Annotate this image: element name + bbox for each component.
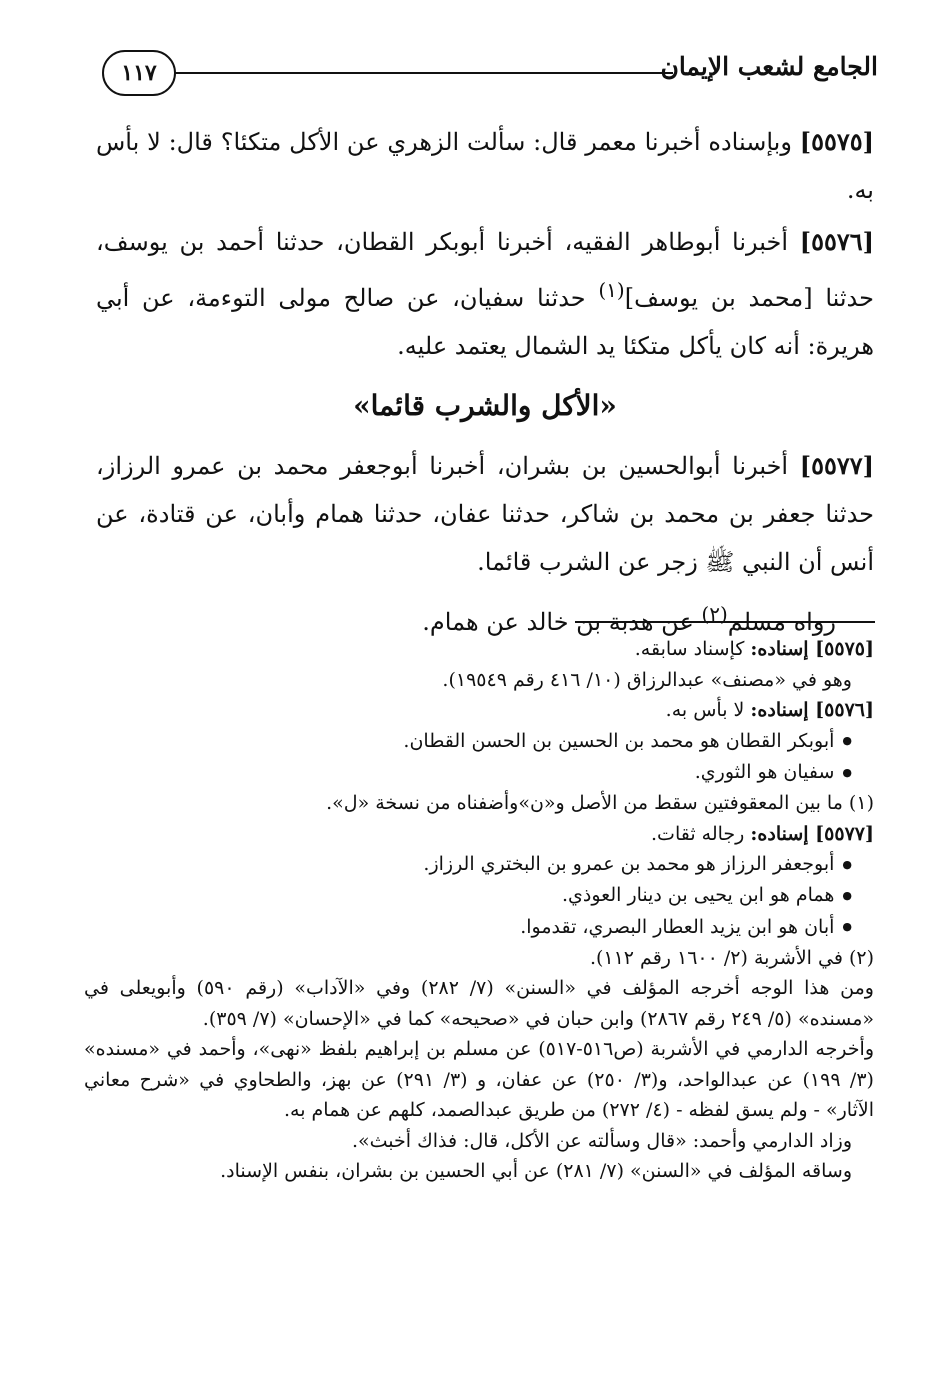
hadith-5576 — [96, 218, 874, 370]
main-text — [96, 118, 874, 650]
footnote-ref: (١) — [598, 278, 625, 302]
hadith-text: أخبرنا أبوطاهر الفقيه، أخبرنا أبوبكر القطان، حدثنا أحمد بن يوسف، حدثنا [محمد بن يوسف] — [96, 228, 874, 312]
footnote-1: (١) ما بين المعقوفتين سقط من الأصل و«ن»وأضفناه من نسخة «ل». — [326, 792, 874, 814]
note-bullet: ● أبوبكر القطان هو محمد بن الحسين بن الحسن القطان. — [84, 726, 874, 757]
hadith-number: [٥٥٧٥] — [799, 127, 874, 156]
section-heading: «الأكل والشرب قائما» — [353, 389, 617, 422]
hadith-text-cont: حدثنا سفيان، عن صالح مولى التوءمة، عن أبي هريرة: أنه كان يأكل متكئا يد الشمال يعتمد عليه. — [96, 284, 874, 360]
note-text: كإسناد سابقه. — [634, 638, 751, 660]
hadith-text: أخبرنا أبوالحسين بن بشران، أخبرنا أبوجعفر محمد بن عمرو الرزاز، حدثنا جعفر بن محمد بن شاكر، حدثنا عفان، حدثنا همام وأبان، عن قتادة، عن أنس أن النبي ﷺ زجر عن الشرب قائما. — [96, 452, 874, 576]
note-5575-source: وهو في «مصنف» عبدالرزاق (١٠/ ٤١٦ رقم ١٩٥٤٩). — [442, 668, 852, 691]
page-header — [100, 44, 878, 104]
note-bullet: ● أبان هو ابن يزيد العطار البصري، تقدموا. — [84, 912, 874, 943]
note-label: [٥٥٧٧] إسناده: — [750, 822, 874, 845]
narration-text-cont: عن هدبة بن خالد عن همام. — [422, 608, 702, 636]
footnotes — [84, 634, 874, 1187]
note-text: رجاله ثقات. — [651, 822, 751, 845]
footnote-2-para: ومن هذا الوجه أخرجه المؤلف في «السنن» (٧/ ٢٨٢) وفي «الآداب» (رقم ٥٩٠) وأبويعلى في «مسنده» (٥/ ٢٤٩ رقم ٢٨٦٧) وابن حبان في «صحيحه» كما في «الإحسان» (٧/ ٣٥٩). — [84, 977, 874, 1030]
footnote-rule — [575, 621, 875, 623]
footnote-ref: (٢) — [701, 602, 728, 626]
footnote-2: (٢) في الأشربة (٢/ ١٦٠٠ رقم ١١٢). — [589, 946, 874, 969]
page-number: ١١٧ — [102, 50, 176, 96]
note-label: [٥٥٧٦] إسناده: — [750, 699, 874, 721]
hadith-number: [٥٥٧٧] — [799, 451, 874, 480]
header-rule — [175, 72, 673, 74]
footnote-2-para: وساقه المؤلف في «السنن» (٧/ ٢٨١) عن أبي الحسين بن بشران، بنفس الإسناد. — [220, 1160, 852, 1183]
running-title: الجامع لشعب الإيمان — [660, 52, 878, 81]
hadith-number: [٥٥٧٦] — [799, 227, 874, 256]
note-5575 — [84, 634, 874, 665]
note-text: لا بأس به. — [665, 699, 751, 721]
hadith-5575 — [96, 118, 874, 214]
hadith-5577 — [96, 442, 874, 586]
note-5576 — [84, 695, 874, 726]
note-5577 — [84, 819, 874, 850]
note-label: [٥٥٧٥] إسناده: — [750, 638, 874, 660]
narration-text: رواه مسلم — [727, 608, 836, 636]
note-bullet: ● أبوجعفر الرزاز هو محمد بن عمرو بن البختري الرزاز. — [84, 849, 874, 880]
footnote-2-para: وزاد الدارمي وأحمد: «قال وسألته عن الأكل، قال: فذاك أخبث». — [351, 1129, 852, 1152]
hadith-text: وبإسناده أخبرنا معمر قال: سألت الزهري عن الأكل متكئا؟ قال: لا بأس به. — [96, 128, 874, 204]
footnote-2-para: وأخرجه الدارمي في الأشربة (ص٥١٦-٥١٧) عن مسلم بن إبراهيم بلفظ «نهى»، وأحمد في «مسنده» (٣/ ١٩٩) عن عبدالواحد، و(٣/ ٢٥٠) عن عفان، و (٣/ ٢٩١) عن بهز، والطحاوي في «شرح معاني الآثار» - ولم يسق لفظه - (٤/ ٢٧٢) من طريق عبدالصمد، كلهم عن همام به. — [84, 1038, 874, 1122]
note-bullet: ● سفيان هو الثوري. — [84, 757, 874, 788]
note-bullet: ● همام هو ابن يحيى بن دينار العوذي. — [84, 880, 874, 911]
